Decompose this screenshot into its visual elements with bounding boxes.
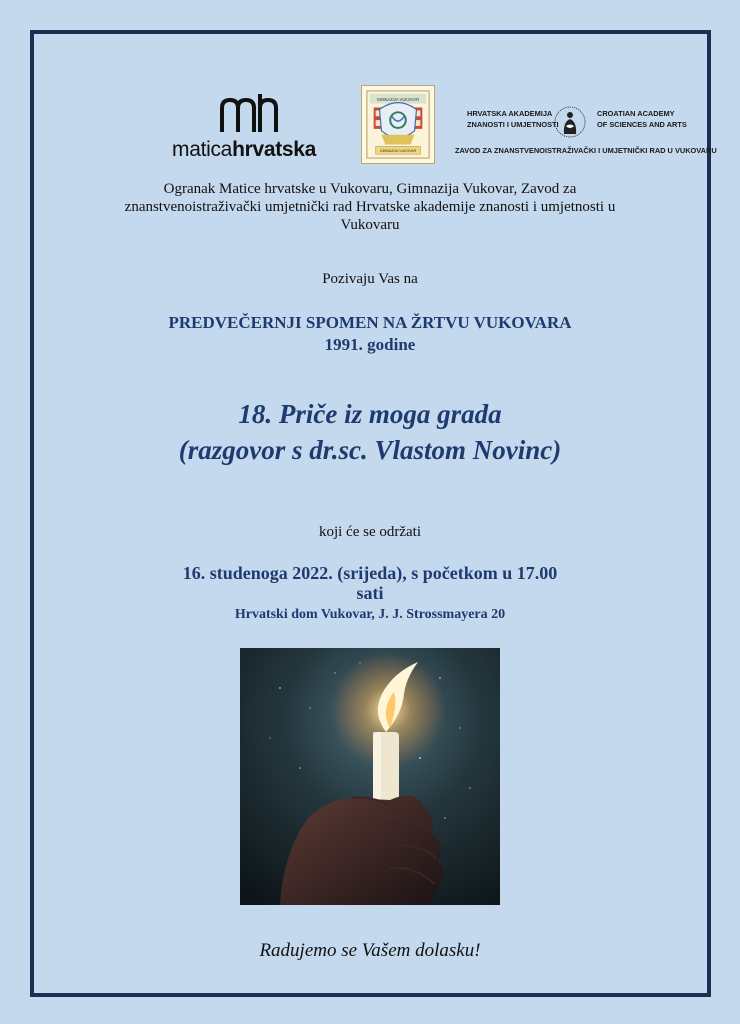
organizers-text: Ogranak Matice hrvatske u Vukovaru, Gimnazija Vukovar, Zavod za znanstvenoistraživački umjetnički rad Hrvatske akademije znanosti i umjetnosti u Vukovaru bbox=[124, 181, 616, 233]
event-location: Hrvatski dom Vukovar, J. J. Strossmayera 20 bbox=[234, 607, 506, 622]
hazu-name-en-line2: OF SCIENCES AND ARTS bbox=[597, 120, 687, 129]
matica-hrvatska-logo bbox=[172, 90, 337, 160]
svg-text:GIMNAZIJA VUKOVAR: GIMNAZIJA VUKOVAR bbox=[376, 97, 420, 103]
hazu-name-hr-line1: HRVATSKA AKADEMIJA bbox=[467, 109, 553, 118]
academy-seal-icon bbox=[553, 102, 587, 142]
hazu-logo bbox=[455, 100, 717, 160]
school-crest-icon bbox=[361, 85, 435, 164]
held-text: koji će se održati bbox=[318, 524, 422, 540]
mh-monogram-icon bbox=[220, 94, 282, 134]
event-date-line1: 16. studenoga 2022. (srijeda), s početkom u 17.00 bbox=[182, 563, 558, 583]
event-heading bbox=[0, 312, 740, 356]
hazu-institute-name: ZAVOD ZA ZNANSTVENOISTRAŽIVAČKI I UMJETNIČKI RAD U VUKOVARU bbox=[455, 146, 717, 155]
closing-text: Radujemo se Vašem dolasku! bbox=[259, 940, 481, 961]
event-date-line2: sati bbox=[356, 583, 384, 603]
talk-title bbox=[0, 396, 740, 468]
svg-text:GIMNAZIJA VUKOVAR: GIMNAZIJA VUKOVAR bbox=[379, 149, 417, 154]
logo-text-matica: matica bbox=[172, 138, 233, 161]
event-heading-line2: 1991. godine bbox=[324, 335, 416, 354]
event-heading-line1: PREDVEČERNJI SPOMEN NA ŽRTVU VUKOVARA bbox=[168, 313, 572, 332]
candle-in-hand-image bbox=[240, 648, 500, 905]
talk-title-line2: (razgovor s dr.sc. Vlastom Novinc) bbox=[178, 435, 562, 465]
event-date bbox=[0, 563, 740, 603]
hazu-name-en-line1: CROATIAN ACADEMY bbox=[597, 109, 675, 118]
invite-text: Pozivaju Vas na bbox=[322, 271, 418, 287]
talk-title-line1: 18. Priče iz moga grada bbox=[238, 399, 502, 429]
logo-text-hrvatska: hrvatska bbox=[232, 138, 317, 161]
hazu-name-hr-line2: ZNANOSTI I UMJETNOSTI bbox=[467, 120, 559, 129]
logo-header bbox=[0, 0, 740, 175]
